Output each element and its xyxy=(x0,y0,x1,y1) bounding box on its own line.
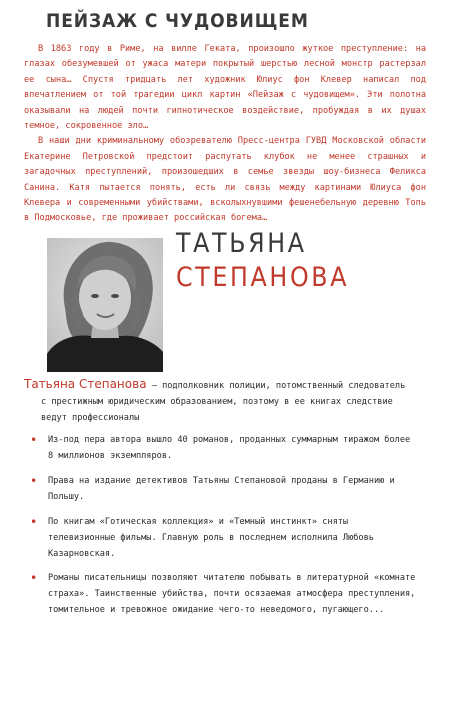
bullet-icon: • xyxy=(30,474,38,488)
bullet-icon: • xyxy=(30,515,38,529)
bio-text: ведут профессионалы xyxy=(41,413,140,423)
fact-text: Романы писательницы позволяют читателю побывать в литературной «комнате страха». Таинственные убийства, почти осязаемая атмосфера преступления, томительное и тревожное ожидание чего-то неведомого, пугающего... xyxy=(48,573,416,615)
list-item xyxy=(24,432,418,464)
bio-text: с престижным юридическим образованием, поэтому в ее книгах следствие xyxy=(41,397,393,407)
bullet-icon: • xyxy=(30,433,38,447)
author-first-name: ТАТЬЯНА xyxy=(176,228,307,259)
bullet-icon: • xyxy=(30,571,38,585)
book-annotation xyxy=(24,42,426,227)
list-item xyxy=(24,514,418,562)
author-last-name: СТЕПАНОВА xyxy=(176,262,350,293)
annotation-paragraph: В 1863 году в Риме, на вилле Геката, произошло жуткое преступление: на глазах обезумевшей от ужаса матери покрытый шерстью лесной монстр растерзал ее сына… Спустя тридцать лет художник Юлиус фон Клевер написал под впечатлением от той трагедии цикл картин «Пейзаж с чудовищем». Эти полотна оказывали на людей почти гипнотическое воздействие, пробуждая в их душах темное, сокровенное зло… xyxy=(24,44,426,132)
bio-text: – подполковник полиции, потомственный следователь xyxy=(146,381,406,391)
book-title: ПЕЙЗАЖ С ЧУДОВИЩЕМ xyxy=(46,10,309,32)
annotation-paragraph: В наши дни криминальному обозревателю Пресс-центра ГУВД Московской области Екатерине Петровской предстоит распутать клубок не менее страшных и загадочных преступлений, произошедших в семье звезды шоу-бизнеса Феликса Санина. Катя пытается понять, есть ли связь между картинами Юлиуса фон Клевера и современными убийствами, всколыхнувшими фешенебельную деревню Топь в Подмосковье, где проживает российская богема… xyxy=(24,136,426,224)
author-photo xyxy=(47,238,163,372)
fact-text: Права на издание детективов Татьяны Степановой проданы в Германию и Польшу. xyxy=(48,476,395,502)
list-item xyxy=(24,570,418,618)
fact-text: Из-под пера автора вышло 40 романов, проданных суммарным тиражом более 8 миллионов экземпляров. xyxy=(48,435,411,461)
bio-author-name: Татьяна Степанова xyxy=(24,377,147,391)
author-bio xyxy=(24,376,426,426)
author-portrait-image xyxy=(47,238,163,372)
fact-text: По книгам «Готическая коллекция» и «Темный инстинкт» сняты телевизионные фильмы. Главную роль в последнем исполнила Любовь Казарновская. xyxy=(48,517,374,559)
list-item xyxy=(24,473,418,505)
